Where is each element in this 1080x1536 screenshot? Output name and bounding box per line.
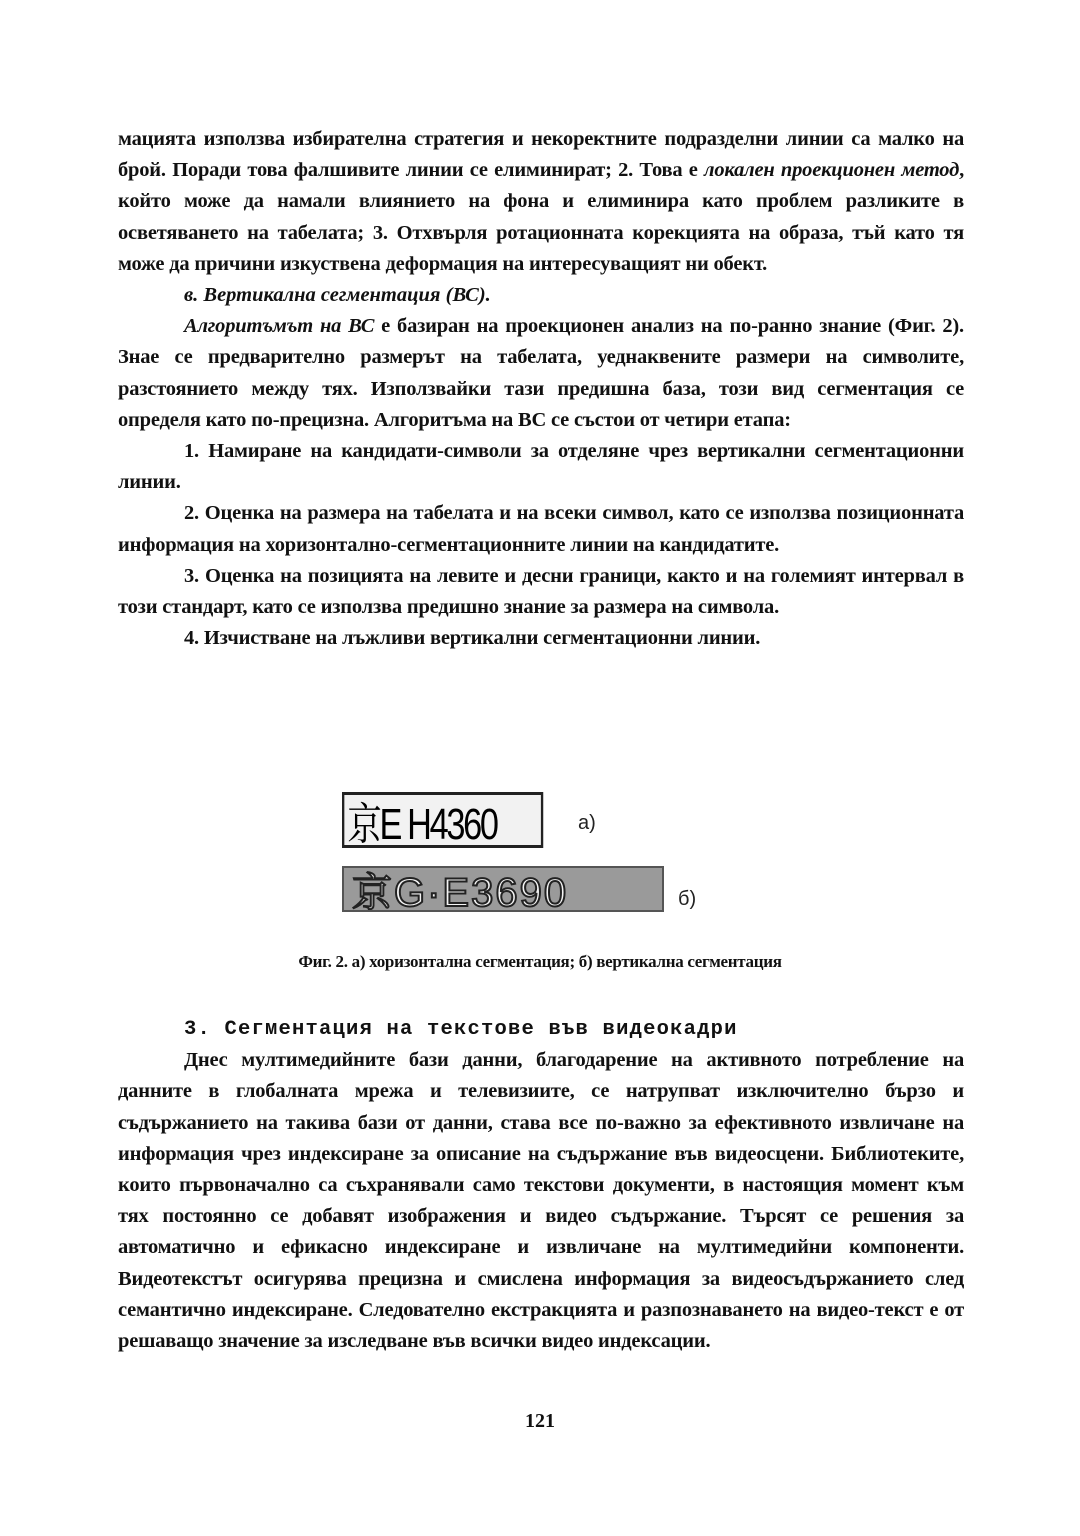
caption-text: а) хоризонтална сегментация; б) вертикална сегментация: [347, 952, 782, 971]
step-4: 4. Изчистване на лъжливи вертикални сегментационни линии.: [184, 627, 761, 650]
step-3: 3. Оценка на позицията на левите и десни граници, както и на големият интервал в този стандарт, като се използва предишно знание за размера на символа.: [118, 564, 964, 619]
label-b: б): [678, 888, 697, 910]
paragraph-continued: [118, 124, 964, 280]
paragraph-algorithm: [118, 311, 964, 436]
license-plate-a-image: 京E H4360: [342, 792, 543, 848]
section-3-title: 3. Сегментация на текстове във видеокадри: [184, 1018, 738, 1041]
section-3: [118, 1014, 964, 1357]
section-3-body: Днес мултимедийните бази данни, благодарение на активното потребление на данните в глобалната мрежа и телевизиите, се натрупват изключително бързо и съдържанието на такива бази от данни, става все по-важно за ефективното извличане на информация чрез индексиране за описание на съдържание във видеосцени. Библиотеките, които първоначално са съхранявали само текстови документи, в настоящия момент към тях постоянно се добавят изображения и видео съдържание. Търсят се решения за автоматично и ефикасно индексиране и извличане на мултимедийни компоненти. Видеотекстът осигурява прецизна и смислена информация за видеосъдържанието след семантично индексиране. Следователно екстракцията и разпознаването на видео-текст е от решаващо значение за изследване във всички видео индексации.: [118, 1049, 964, 1353]
para1-text-start: мацията използва избирателна стратегия и некоректните подразделни линии са малко на брой. Поради това фалшивите линии се елиминират; 2. Това е: [118, 128, 964, 182]
para1-emphasis: локален проекционен метод: [704, 159, 960, 182]
step-2: 2. Оценка на размера на табелата и на всеки символ, като се използва позиционната информация на хоризонтално-сегментационните линии на кандидатите.: [118, 502, 964, 556]
step-1: 1. Намиране на кандидати-символи за отделяне чрез вертикални сегментационни линии.: [118, 440, 964, 494]
subheading-vertical-segmentation: в. Вертикална сегментация (ВС).: [184, 284, 491, 307]
page-number: 121: [525, 1410, 555, 1432]
para2-emphasis: Алгоритъмът на ВС: [184, 315, 375, 338]
figure-license-plates: [342, 792, 762, 932]
para1-text-end: , който може да намали влиянието на фона и елиминира като проблем разликите в осветяването на табелата; 3. Отхвърля ротационната корекцията на образа, тъй като тя може да причини изкуствена деформация на интересуващият ни обект.: [118, 159, 964, 275]
figure-caption: [0, 952, 1080, 972]
caption-prefix: Фиг. 2.: [298, 952, 348, 971]
license-plate-b-image: 京G·E3690: [342, 866, 664, 912]
main-text-block: [118, 124, 964, 654]
label-a: а): [578, 812, 596, 834]
para2-text: е базиран на проекционен анализ на по-ранно знание (Фиг. 2). Знае се предварително размерът на табелата, уеднаквените размери на символите, разстоянието между тях. Използвайки тази предишна база, този вид сегментация се определя като по-прецизна. Алгоритъма на ВС се състои от четири етапа:: [118, 315, 964, 431]
